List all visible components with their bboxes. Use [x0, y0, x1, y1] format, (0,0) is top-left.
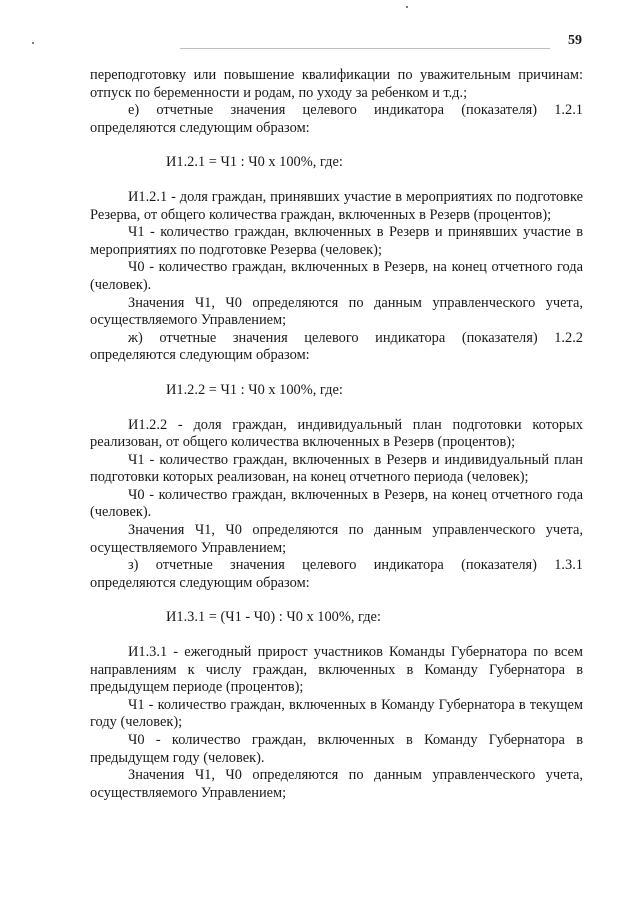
scan-dot-top [406, 6, 408, 8]
formula: И1.2.1 = Ч1 : Ч0 x 100%, где: [166, 154, 343, 171]
paragraph: Ч1 - количество граждан, включенных в Команду Губернатора в текущем году (человек); [90, 696, 583, 731]
paragraph: Ч1 - количество граждан, включенных в Резерв и индивидуальный план подготовки которых реализован, на конец отчетного периода (человек); [90, 451, 583, 486]
paragraph: Ч0 - количество граждан, включенных в Резерв, на конец отчетного года (человек). [90, 486, 583, 521]
paragraph: з) отчетные значения целевого индикатора (показателя) 1.3.1 определяются следующим образом: [90, 557, 583, 591]
document-body [90, 67, 583, 802]
paragraph: Ч1 - количество граждан, включенных в Резерв и принявших участие в мероприятиях по подготовке Резерва (человек); [90, 224, 583, 258]
paragraph: Ч0 - количество граждан, включенных в Резерв, на конец отчетного года (человек). [90, 259, 583, 293]
paragraph: Значения Ч1, Ч0 определяются по данным управленческого учета, осуществляемого Управлением; [90, 767, 583, 801]
paragraph: И1.3.1 - ежегодный прирост участников Команды Губернатора по всем направлениям к числу граждан, включенных в Команду Губернатора в предыдущем периоде (процентов); [90, 644, 583, 696]
paragraph: переподготовку или повышение квалификации по уважительным причинам: отпуск по беременности и родам, по уходу за ребенком и т.д.; [90, 67, 583, 101]
paragraph: ж) отчетные значения целевого индикатора (показателя) 1.2.2 определяются следующим образом: [90, 329, 583, 364]
page-number: 59 [568, 33, 582, 48]
formula: И1.3.1 = (Ч1 - Ч0) : Ч0 x 100%, где: [166, 609, 381, 626]
paragraph: Значения Ч1, Ч0 определяются по данным управленческого учета, осуществляемого Управлением; [90, 294, 583, 329]
paragraph: И1.2.1 - доля граждан, принявших участие в мероприятиях по подготовке Резерва, от общего количества граждан, включенных в Резерв (процентов); [90, 188, 583, 223]
paragraph: е) отчетные значения целевого индикатора (показателя) 1.2.1 определяются следующим образом: [90, 102, 583, 136]
paragraph: Ч0 - количество граждан, включенных в Команду Губернатора в предыдущем году (человек). [90, 732, 583, 766]
paragraph: Значения Ч1, Ч0 определяются по данным управленческого учета, осуществляемого Управлением; [90, 522, 583, 556]
paragraph: И1.2.2 - доля граждан, индивидуальный план подготовки которых реализован, от общего количества включенных в Резерв (процентов); [90, 416, 583, 451]
scan-dot-left [32, 42, 34, 44]
header-scan-line [180, 48, 550, 49]
formula: И1.2.2 = Ч1 : Ч0 x 100%, где: [166, 381, 343, 398]
